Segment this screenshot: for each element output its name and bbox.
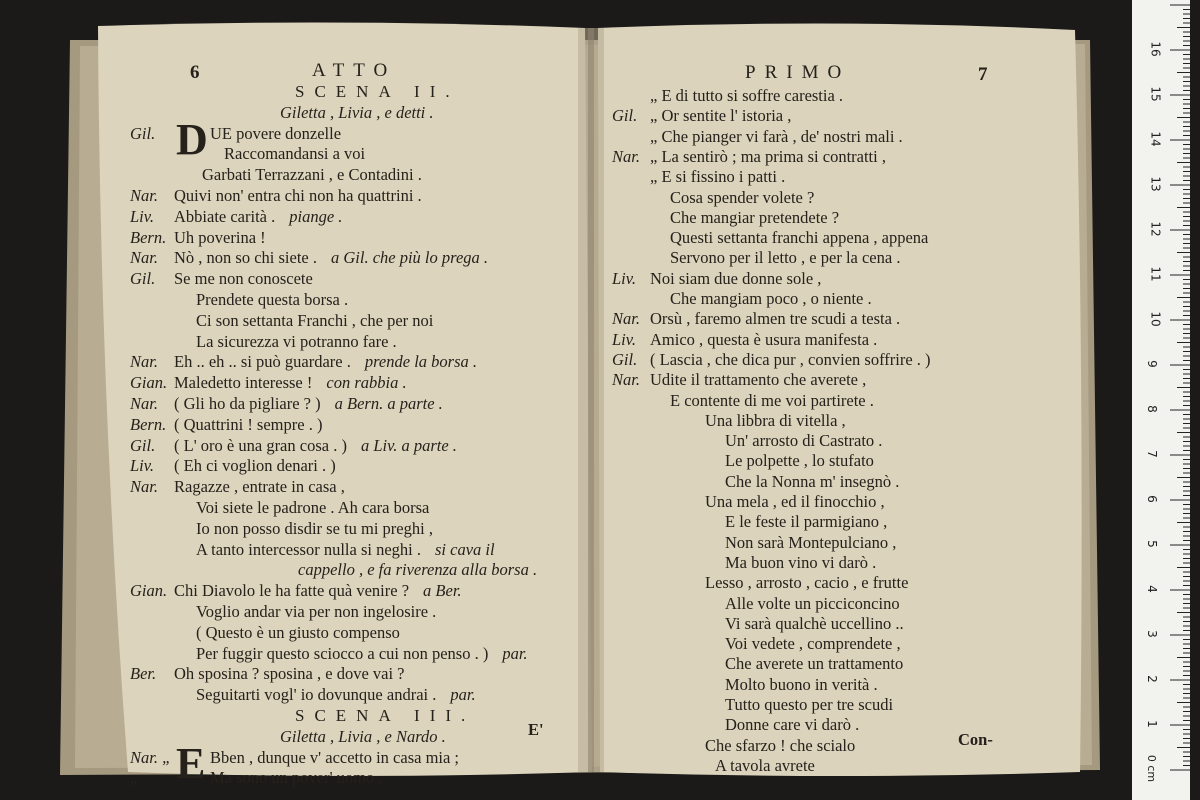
verse-text: ( Questo è un giusto compenso — [196, 622, 400, 642]
stage-direction: si cava il — [435, 539, 495, 559]
page-number: 6 — [190, 62, 200, 83]
verse-text: Se me non conoscete — [174, 269, 313, 289]
verse-text: ( L' oro è una gran cosa . ) — [174, 435, 347, 455]
stage-direction: par. — [502, 643, 528, 663]
verse-text: Che averete un trattamento — [725, 654, 904, 674]
verse-text: Vi sarà qualchè uccellino .. — [725, 613, 904, 633]
verse-text: Chi Diavolo le ha fatte quà venire ? — [174, 581, 410, 601]
verse-text: ( Gli ho da pigliare ? ) — [174, 394, 321, 413]
ruler-label: 6 — [1144, 495, 1159, 503]
verse-text: Che mangiar pretendete ? — [670, 207, 840, 227]
verse-text: A tavola avrete — [715, 755, 815, 775]
stage-direction: prende la borsa . — [364, 352, 478, 372]
cast-list: Giletta , Livia , e Nardo . — [280, 726, 446, 746]
ruler-label: 16 — [1148, 41, 1163, 57]
verse-text: Io non posso disdir se tu mi preghi , — [196, 518, 433, 538]
drop-cap: E — [176, 738, 206, 788]
verse-text: Lesso , arrosto , cacio , e frutte — [705, 573, 909, 593]
ruler-label: 15 — [1148, 86, 1163, 102]
speaker-label: Gian. — [130, 581, 168, 601]
verse-text: Le polpette , lo stufato — [725, 451, 874, 471]
verse-text: Ma buon vino vi darò . — [725, 552, 877, 572]
ruler-label: 1 — [1144, 720, 1159, 728]
verse-text: Maledetto interesse ! — [174, 373, 313, 393]
cast-list: Giletta , Livia , e detti . — [280, 102, 434, 122]
scene-heading: SCENA III. — [295, 706, 476, 725]
stage-direction: a Bern. a parte . — [334, 394, 443, 413]
drop-cap: D — [176, 114, 208, 164]
ruler-label: 5 — [1144, 540, 1159, 548]
verse-text: „ Or sentite l' istoria , — [650, 106, 792, 126]
speaker-label: Gil. — [130, 269, 156, 289]
speaker-label: Nar. — [130, 394, 158, 413]
speaker-label: Liv. — [612, 268, 636, 288]
ruler-label: 13 — [1148, 176, 1163, 192]
ruler-label: 2 — [1144, 675, 1159, 683]
speaker-label: Bern. — [130, 414, 167, 434]
speaker-label: Bern. — [130, 227, 167, 247]
verse-text: Noi siam due donne sole , — [650, 268, 822, 288]
verse-text: UE povere donzelle — [210, 123, 342, 143]
speaker-label: Nar. — [130, 352, 158, 372]
verse-text: Oh sposina ? sposina , e dove vai ? — [174, 664, 405, 684]
verse-text: Voglio andar via per non ingelosire . — [196, 602, 437, 621]
verse-text: La sicurezza vi potranno fare . — [196, 331, 397, 351]
verse-text: ( Lascia , che dica pur , convien soffrire . ) — [650, 349, 931, 369]
ruler-label: 11 — [1148, 266, 1163, 282]
ruler-label: 4 — [1144, 585, 1159, 593]
verse-text: Amico , questa è usura manifesta . — [650, 329, 878, 349]
verse-text: Voi vedete , comprendete , — [725, 634, 901, 654]
catchword: E' — [528, 720, 544, 739]
verse-text: Ma sono un pover' uomo , — [210, 768, 383, 788]
stage-direction: par. — [450, 685, 476, 705]
verse-text: E contente di me voi partirete . — [670, 390, 874, 410]
speaker-label: Nar. — [612, 146, 640, 166]
ruler-unit-label: 0 cm — [1145, 754, 1159, 783]
text-line — [612, 754, 815, 778]
verse-text: Servono per il letto , e per la cena . — [670, 248, 901, 268]
stage-direction: cappello , e fa riverenza alla borsa . — [298, 560, 538, 580]
speaker-label: Nar. — [130, 248, 158, 268]
ruler-label: 3 — [1144, 630, 1159, 638]
verse-text: E le feste il parmigiano , — [725, 512, 888, 532]
stage-direction: con rabbia . — [326, 373, 407, 393]
verse-text: Voi siete le padrone . Ah cara borsa — [196, 498, 430, 517]
page-number: 7 — [978, 64, 988, 85]
running-head: PRIMO — [745, 62, 851, 83]
verse-text: Orsù , faremo almen tre scudi a testa . — [650, 309, 901, 329]
ruler-label: 9 — [1144, 360, 1159, 368]
verse-text: Bben , dunque v' accetto in casa mia ; — [210, 747, 460, 767]
verse-text: Che mangiam poco , o niente . — [670, 289, 872, 308]
verse-text: Un' arrosto di Castrato . — [725, 431, 883, 451]
verse-text: Che la Nonna m' insegnò . — [725, 471, 900, 491]
ruler-label: 10 — [1148, 311, 1163, 327]
verse-text: Questi settanta franchi appena , appena — [670, 228, 929, 248]
speaker-label: Liv. — [612, 329, 636, 349]
verse-text: Ragazze , entrate in casa , — [174, 477, 345, 497]
verse-text: Uh poverina ! — [174, 227, 266, 247]
ruler-label: 8 — [1144, 405, 1159, 413]
speaker-label: Nar. „ — [130, 747, 172, 767]
verse-text: Non sarà Montepulciano , — [725, 532, 897, 552]
verse-text: Ci son settanta Franchi , che per noi — [196, 310, 434, 330]
speaker-label: Gian. — [130, 373, 168, 393]
verse-text: Molto buono in verità . — [725, 674, 878, 694]
speaker-label: Nar. — [130, 477, 158, 497]
speaker-label: Nar. — [130, 186, 158, 205]
verse-text: Garbati Terrazzani , e Contadini . — [202, 165, 422, 185]
verse-text: Seguitarti vogl' io dovunque andrai . — [196, 685, 437, 705]
verse-text: „ Che pianger vi farà , de' nostri mali . — [650, 126, 903, 146]
speaker-label: Gil. — [130, 435, 156, 455]
speaker-label: Nar. — [612, 309, 640, 329]
ruler-label: 12 — [1148, 221, 1163, 237]
verse-text: Prendete questa borsa . — [196, 290, 349, 309]
speaker-label: Liv. — [130, 456, 154, 476]
verse-text: Donne care vi darò . — [725, 715, 860, 735]
verse-text: Eh .. eh .. si può guardare . — [174, 352, 351, 372]
verse-text: „ E si fissino i patti . — [650, 167, 786, 187]
verse-text: ( Quattrini ! sempre . ) — [174, 414, 323, 434]
verse-text: Una libbra di vitella , — [705, 410, 846, 430]
verse-text: Per fuggir questo sciocco a cui non penso . ) — [196, 643, 489, 663]
speaker-label: Ber. — [130, 664, 157, 684]
verse-text: Abbiate carità . — [174, 206, 276, 226]
speaker-label: Gil. — [612, 106, 638, 126]
verse-text: Una mela , ed il finocchio , — [705, 492, 885, 511]
verse-text: „ La sentirò ; ma prima si contratti , — [650, 146, 886, 166]
verse-text: „ E di tutto si soffre carestia . — [650, 86, 844, 105]
verse-text: A tanto intercessor nulla si neghi . — [196, 539, 421, 559]
speaker-label: „ — [130, 768, 140, 788]
scene-heading: SCENA II. — [295, 82, 460, 101]
verse-text: Udite il trattamento che averete , — [650, 370, 867, 390]
verse-text: Nò , non so chi siete . — [174, 248, 317, 268]
stage-direction: a Gil. che più lo prega . — [330, 248, 489, 268]
stage-direction: a Ber. — [423, 581, 462, 601]
running-head: ATTO — [312, 60, 397, 81]
verse-text: Cosa spender volete ? — [670, 187, 815, 207]
verse-text: ( Eh ci voglion denari . ) — [174, 456, 336, 476]
stage-direction: piange . — [289, 206, 343, 226]
speaker-label: Gil. — [612, 349, 638, 369]
verse-text: Quivi non' entra chi non ha quattrini . — [174, 186, 422, 205]
verse-text: Alle volte un picciconcino — [725, 593, 900, 613]
verse-text: Raccomandansi a voi — [224, 144, 366, 164]
ruler-label: 14 — [1148, 131, 1163, 147]
speaker-label: Liv. — [130, 206, 154, 226]
speaker-label: Gil. — [130, 123, 156, 143]
speaker-label: Nar. — [612, 370, 640, 390]
verse-text: Che sfarzo ! che scialo — [705, 735, 856, 755]
catchword: Con- — [958, 730, 993, 749]
stage-direction: a Liv. a parte . — [360, 435, 457, 455]
ruler-label: 7 — [1144, 450, 1159, 458]
verse-text: Tutto questo per tre scudi — [725, 695, 894, 714]
